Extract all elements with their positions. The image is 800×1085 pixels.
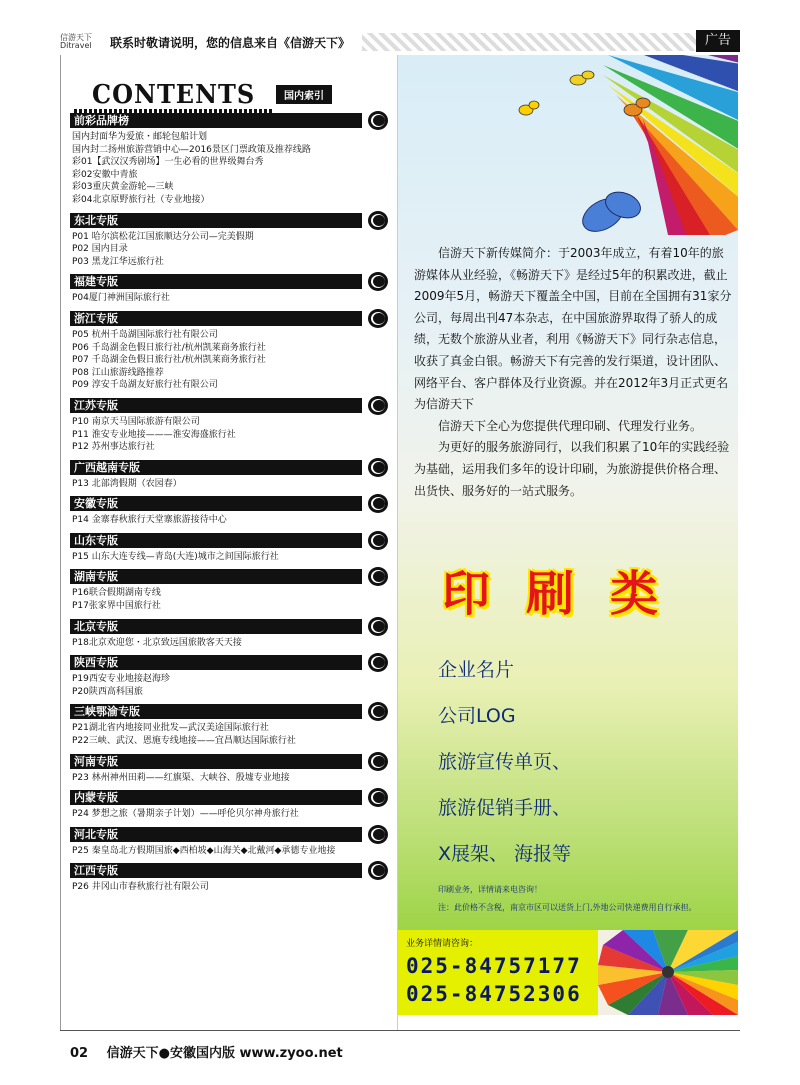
service-list (438, 647, 728, 877)
section-bullet-icon (362, 567, 392, 586)
contents-item: P22三峡、武汉、恩施专线地接——宜昌顺达国际旅行社 (72, 736, 296, 747)
section-header (70, 533, 362, 548)
contents-section (70, 274, 392, 309)
index-tag: 国内索引 (276, 85, 332, 104)
section-header (70, 311, 362, 326)
contents-sections (70, 113, 392, 900)
contents-item: P23 林州神州田莉——红旗渠、大峡谷、殷墟专业地接 (72, 772, 290, 783)
section-header (70, 274, 362, 289)
section-bullet-icon (362, 702, 392, 721)
section-item-list (70, 670, 392, 702)
section-bullet-icon (362, 272, 392, 291)
section-header (70, 496, 362, 511)
page-footer (70, 1042, 343, 1061)
page-frame-left (60, 55, 61, 1030)
section-title: 内蒙专版 (74, 791, 118, 805)
color-swatch-butterfly-image (508, 55, 738, 235)
contents-item: 彩03重庆黄金游轮—三峡 (72, 182, 174, 193)
contents-item: P26 井冈山市春秋旅行社有限公司 (72, 882, 209, 893)
section-title: 湖南专版 (74, 570, 118, 584)
section-title: 陕西专版 (74, 656, 118, 670)
phone-number: 025-84757177 (406, 954, 582, 978)
section-header (70, 827, 362, 842)
contents-item: P15 山东大连专线—青岛(大连)城市之间国际旅行社 (72, 551, 279, 562)
contents-item: P10 南京天马国际旅游有限公司 (72, 416, 200, 427)
colored-pencils-image (598, 930, 738, 1015)
section-item-list (70, 634, 392, 654)
contact-label: 业务详情请咨询： (406, 939, 479, 949)
section-header (70, 113, 362, 128)
contents-item: P20陕西高科国旅 (72, 686, 143, 697)
contents-item: P11 淮安专业地接———淮安海盛旅行社 (72, 429, 236, 440)
section-header (70, 213, 362, 228)
section-header (70, 863, 362, 878)
service-item: 旅游宣传单页、 (438, 751, 572, 773)
section-title: 浙江专版 (74, 311, 118, 325)
section-item-list (70, 878, 392, 898)
section-bullet-icon (362, 752, 392, 771)
ad-tag: 广告 (696, 30, 740, 52)
contents-section (70, 619, 392, 654)
contents-section (70, 398, 392, 458)
service-item: 公司LOG (438, 705, 516, 727)
contents-section (70, 533, 392, 568)
section-title: 福建专版 (74, 275, 118, 289)
advertisement-panel (398, 55, 738, 930)
contents-section (70, 704, 392, 751)
contents-item: P13 北部湾假期（农园春） (72, 478, 182, 489)
section-item-list (70, 769, 392, 789)
contents-item: 国内封面华为爱旅・邮轮包船计划 (72, 132, 208, 142)
section-bullet-icon (362, 111, 392, 130)
header-checker-pattern (362, 33, 740, 51)
section-item-list (70, 842, 392, 862)
section-bullet-icon (362, 825, 392, 844)
contents-item: P25 秦皇岛北方假期国旅◆西柏坡◆山海关◆北戴河◆承德专业地接 (72, 845, 336, 856)
contents-item: 彩01【武汉汉秀剧场】一生必看的世界级舞台秀 (72, 157, 264, 168)
contents-item: P06 千岛湖金色假日旅行社/杭州凯莱商务旅行社 (72, 342, 266, 353)
contents-item: P19西安专业地接赵海珍 (72, 674, 170, 685)
contents-title: CONTENTS (92, 77, 256, 110)
contents-item: P01 哈尔滨松花江国旅顺达分公司—完美假期 (72, 231, 254, 242)
section-header (70, 790, 362, 805)
section-title: 河北专版 (74, 827, 118, 841)
intro-paragraph: 信游天下新传媒简介：于2003年成立，有着10年的旅游媒体从业经验，《畅游天下》是经过5年的积累改进，截止2009年5月，畅游天下覆盖全中国，目前在全国拥有31家分公司，每周出刊47本杂志，在中国旅游界取得了骄人的成绩，无数个旅游从业者，利用《畅游天下》同行杂志信息，收获了真金白银。畅游天下有完善的发行渠道，设计团队、网络平台、客户群体及行业资源。并在2012年3月正式更名为信游天下 (414, 246, 732, 412)
section-header (70, 704, 362, 719)
contents-item: P17张家界中国旅行社 (72, 601, 161, 612)
service-item: 旅游促销手册、 (438, 797, 572, 819)
contents-section (70, 113, 392, 211)
section-title: 三峡鄂渝专版 (74, 705, 140, 719)
section-item-list (70, 228, 392, 273)
intro-text (414, 243, 732, 502)
section-header (70, 655, 362, 670)
contents-item: P07 千岛湖金色假日旅行社/杭州凯莱商务旅行社 (72, 355, 266, 366)
section-bullet-icon (362, 396, 392, 415)
note-line: 注：此价格不含税，南京市区可以送货上门,外地公司快递费用自行承担。 (438, 903, 697, 912)
page-number: 02 (70, 1046, 89, 1061)
section-bullet-icon (362, 617, 392, 636)
footer-divider (60, 1030, 740, 1031)
section-title: 河南专版 (74, 754, 118, 768)
header-logo: 信游天下 Ditravel (60, 33, 92, 50)
intro-paragraph: 信游天下全心为您提供代理印刷、代理发行业务。 (438, 418, 703, 433)
note-line: 印刷业务，详情请来电咨询！ (438, 885, 542, 894)
section-header (70, 460, 362, 475)
contents-item: 彩04北京原野旅行社（专业地接） (72, 194, 210, 205)
contents-section (70, 790, 392, 825)
contents-item: P03 黑龙江华远旅行社 (72, 256, 164, 267)
contents-item: P24 梦想之旅（暑期亲子计划）——呼伦贝尔神舟旅行社 (72, 809, 299, 820)
contents-item: P04厦门神洲国际旅行社 (72, 293, 170, 304)
section-item-list (70, 548, 392, 568)
section-bullet-icon (362, 458, 392, 477)
contents-column (64, 55, 398, 1030)
section-bullet-icon (362, 309, 392, 328)
contents-item: P18北京欢迎您・北京致远国旅散客天天接 (72, 637, 242, 648)
section-item-list (70, 475, 392, 495)
section-title: 前彩品牌榜 (74, 114, 129, 127)
contact-box (398, 930, 738, 1015)
service-item: X展架、 海报等 (438, 843, 572, 865)
section-item-list (70, 511, 392, 531)
intro-paragraph: 为更好的服务旅游同行，以我们积累了10年的实践经验为基础，运用我们多年的设计印刷，为旅游提供价格合理、出货快、服务好的一站式服务。 (414, 440, 730, 498)
contents-item: P16联合假期湖南专线 (72, 588, 161, 599)
contents-item: P12 苏州事达旅行社 (72, 442, 155, 453)
section-item-list (70, 326, 392, 396)
contents-item: 彩02安徽中青旅 (72, 169, 138, 180)
print-category-title: 印刷类 (442, 566, 695, 622)
header-note: 联系时敬请说明，您的信息来自《信游天下》 (110, 35, 351, 50)
section-bullet-icon (362, 531, 392, 550)
section-bullet-icon (362, 861, 392, 880)
section-item-list (70, 584, 392, 616)
section-bullet-icon (362, 211, 392, 230)
section-bullet-icon (362, 494, 392, 513)
contents-section (70, 311, 392, 396)
section-item-list (70, 719, 392, 751)
contents-item: P05 杭州千岛湖国际旅行社有限公司 (72, 329, 218, 340)
section-title: 山东专版 (74, 533, 118, 547)
section-title: 北京专版 (74, 619, 118, 633)
contents-item: P21湖北省内地接同业批发—武汉美途国际旅行社 (72, 723, 269, 734)
contents-section (70, 863, 392, 898)
section-item-list (70, 805, 392, 825)
phone-number: 025-84752306 (406, 982, 582, 1006)
contents-item: P09 淳安千岛湖友好旅行社有限公司 (72, 380, 218, 391)
section-title: 东北专版 (74, 213, 118, 227)
print-notes (438, 881, 738, 917)
contents-item: P14 金寨春秋旅行天堂寨旅游接待中心 (72, 515, 227, 526)
contents-section (70, 655, 392, 702)
section-title: 广西越南专版 (74, 460, 140, 474)
service-item: 企业名片 (438, 659, 515, 681)
section-title: 安徽专版 (74, 497, 118, 511)
section-bullet-icon (362, 788, 392, 807)
section-title: 江苏专版 (74, 398, 118, 412)
page-header (60, 30, 740, 54)
contents-section (70, 496, 392, 531)
section-header (70, 619, 362, 634)
contents-item: P08 江山旅游线路推荐 (72, 367, 164, 378)
section-item-list (70, 413, 392, 458)
footer-text: 信游天下●安徽国内版 www.zyoo.net (106, 1046, 343, 1061)
section-title: 江西专版 (74, 864, 118, 878)
contents-item: 国内封二扬州旅游营销中心—2016景区门票政策及推荐线路 (72, 144, 311, 155)
contents-item: P02 国内目录 (72, 244, 128, 255)
section-header (70, 569, 362, 584)
contents-section (70, 569, 392, 616)
section-item-list (70, 289, 392, 309)
section-bullet-icon (362, 653, 392, 672)
section-header (70, 398, 362, 413)
contents-section (70, 827, 392, 862)
section-header (70, 754, 362, 769)
contents-section (70, 213, 392, 273)
contents-section (70, 460, 392, 495)
contents-section (70, 754, 392, 789)
section-item-list (70, 128, 392, 211)
